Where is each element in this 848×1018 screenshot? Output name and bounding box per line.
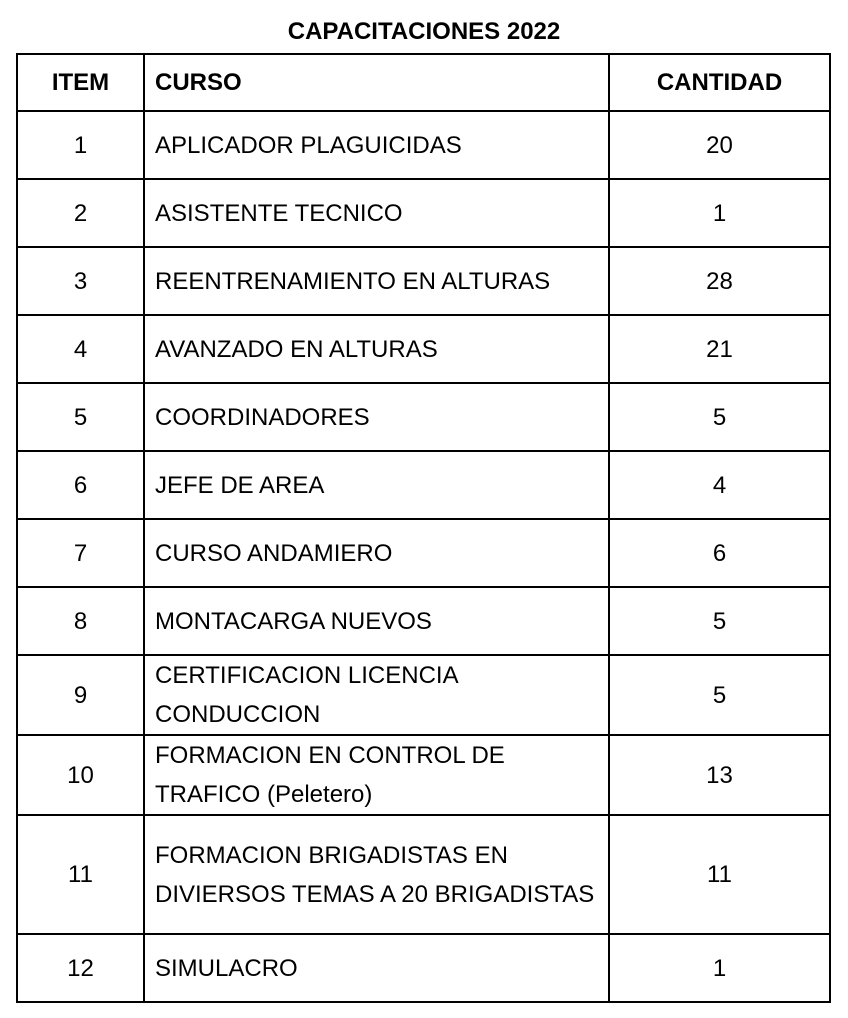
row-curso: JEFE DE AREA: [144, 451, 609, 519]
table-row: [17, 815, 830, 934]
table-row: [17, 315, 830, 383]
row-curso: COORDINADORES: [144, 383, 609, 451]
row-item: 2: [17, 179, 144, 247]
table-row: [17, 735, 830, 815]
row-curso: AVANZADO EN ALTURAS: [144, 315, 609, 383]
row-cantidad: 21: [609, 315, 830, 383]
row-curso: FORMACION EN CONTROL DE TRAFICO (Peletero): [144, 735, 609, 815]
row-item: 7: [17, 519, 144, 587]
trainings-table: [16, 53, 831, 1003]
row-item: 10: [17, 735, 144, 815]
row-curso: REENTRENAMIENTO EN ALTURAS: [144, 247, 609, 315]
row-cantidad: 6: [609, 519, 830, 587]
header-cantidad: CANTIDAD: [609, 54, 830, 111]
row-cantidad: 5: [609, 655, 830, 735]
page-title: CAPACITACIONES 2022: [287, 18, 561, 45]
table-row: [17, 519, 830, 587]
row-item: 3: [17, 247, 144, 315]
table-row: [17, 179, 830, 247]
row-cantidad: 1: [609, 179, 830, 247]
row-curso: ASISTENTE TECNICO: [144, 179, 609, 247]
row-item: 6: [17, 451, 144, 519]
table-row: [17, 451, 830, 519]
row-cantidad: 13: [609, 735, 830, 815]
row-curso: SIMULACRO: [144, 934, 609, 1002]
row-curso: CERTIFICACION LICENCIA CONDUCCION: [144, 655, 609, 735]
header-curso: CURSO: [144, 54, 609, 111]
row-item: 11: [17, 815, 144, 934]
row-curso: MONTACARGA NUEVOS: [144, 587, 609, 655]
row-curso: APLICADOR PLAGUICIDAS: [144, 111, 609, 179]
row-cantidad: 20: [609, 111, 830, 179]
row-cantidad: 11: [609, 815, 830, 934]
row-cantidad: 4: [609, 451, 830, 519]
row-item: 9: [17, 655, 144, 735]
row-cantidad: 5: [609, 587, 830, 655]
table-row: [17, 247, 830, 315]
table-row: [17, 383, 830, 451]
table-header-row: [17, 54, 830, 111]
table-row: [17, 111, 830, 179]
row-cantidad: 5: [609, 383, 830, 451]
table-row: [17, 587, 830, 655]
row-item: 4: [17, 315, 144, 383]
row-item: 5: [17, 383, 144, 451]
row-item: 1: [17, 111, 144, 179]
row-item: 8: [17, 587, 144, 655]
row-item: 12: [17, 934, 144, 1002]
row-curso: CURSO ANDAMIERO: [144, 519, 609, 587]
row-cantidad: 1: [609, 934, 830, 1002]
table-row: [17, 655, 830, 735]
header-item: ITEM: [17, 54, 144, 111]
row-curso: FORMACION BRIGADISTAS EN DIVIERSOS TEMAS A 20 BRIGADISTAS: [144, 815, 609, 934]
table-row: [17, 934, 830, 1002]
row-cantidad: 28: [609, 247, 830, 315]
